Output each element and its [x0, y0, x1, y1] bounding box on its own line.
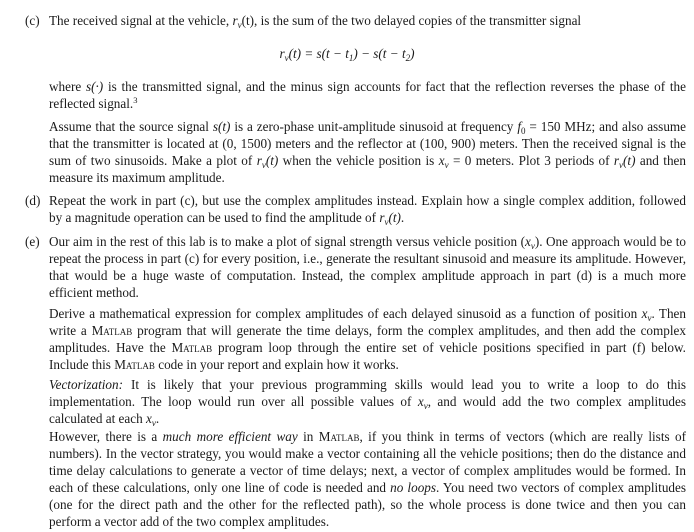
- item-e-aim-paragraph: Our aim in the rest of this lab is to make a plot of signal strength versus vehicle position $(x_v)$. One approach would be to repeat the process in part (c) for every position, i.e., generate the resultant sinusoid and measure its amplitude. However, that would be a huge waste of computation. Instead, the complex amplitude approach in part (d) is a much more efficient method.: [49, 234, 686, 300]
- item-c-intro: The received signal at the vehicle, $r_v(t)$, is the sum of the two delayed copies of the transmitter signal: [49, 13, 582, 30]
- footnote-marker: 3: [133, 94, 138, 105]
- item-c-assume-paragraph: Assume that the source signal s(t) is a zero-phase unit-amplitude sinusoid at frequency $f_0 = 150$ MHz; and also assume that the transmitter is located at (0, 1500) meters and the reflector at (100, 900) meters. Then the received signal is the sum of two sinusoids. Make a plot of $r_v(t)$ when the vehicle position is $x_v = 0$ meters. Plot 3 periods of $r_v(t)$ and then measure its maximum amplitude.: [49, 119, 687, 185]
- item-c-where-paragraph: where s(·) is the transmitted signal, and the minus sign accounts for fact that the reflection reverses the phase of the reflected signal.$^3$: [49, 79, 686, 111]
- item-e-vector-strategy-paragraph: However, there is a much more efficient way in Matlab, if you think in terms of vectors (which are really lists of numbers). In the vector strategy, you would make a vector containing all the vehicle positions; then do the distance and time delay calculations to generate a vector of time delays; next, a vector of complex amplitudes would be formed. In each of these calculations, only one line of code is needed and no loops. You need two vectors of complex amplitudes (one for the direct path and the other for the reflected path), so the whole process is done twice and then you can perform a vector add of the two complex amplitudes.: [49, 429, 686, 529]
- item-c-label: (c): [25, 13, 40, 28]
- vectorization-heading: Vectorization:: [49, 377, 123, 392]
- item-d-text: Repeat the work in part (c), but use the complex amplitudes instead. Explain how a single complex addition, followed by a magnitude operation can be used to find the amplitude of $r_v(t)$.: [49, 193, 686, 227]
- item-d-label: (d): [25, 193, 41, 208]
- item-e-derive-paragraph: Derive a mathematical expression for complex amplitudes of each delayed sinusoid as a function of position $x_v$. Then write a Matlab program that will generate the time delays, form the complex amplitudes, and then add the complex amplitudes. Have the Matlab program loop through the entire set of vehicle positions specified in part (f) below. Include this Matlab code in your report and explain how it works.: [49, 306, 687, 372]
- item-e-vectorization-paragraph: Vectorization: It is likely that your previous programming skills would lead you to write a loop to do this implementation. The loop would run over all possible values of $x_v$, and would add the two complex amplitudes calculated at each $x_v$.: [49, 377, 686, 428]
- received-signal-equation: $r_v(t) = s(t - t_1) - s(t - t_2)$: [279, 46, 415, 63]
- item-e-label: (e): [25, 234, 40, 249]
